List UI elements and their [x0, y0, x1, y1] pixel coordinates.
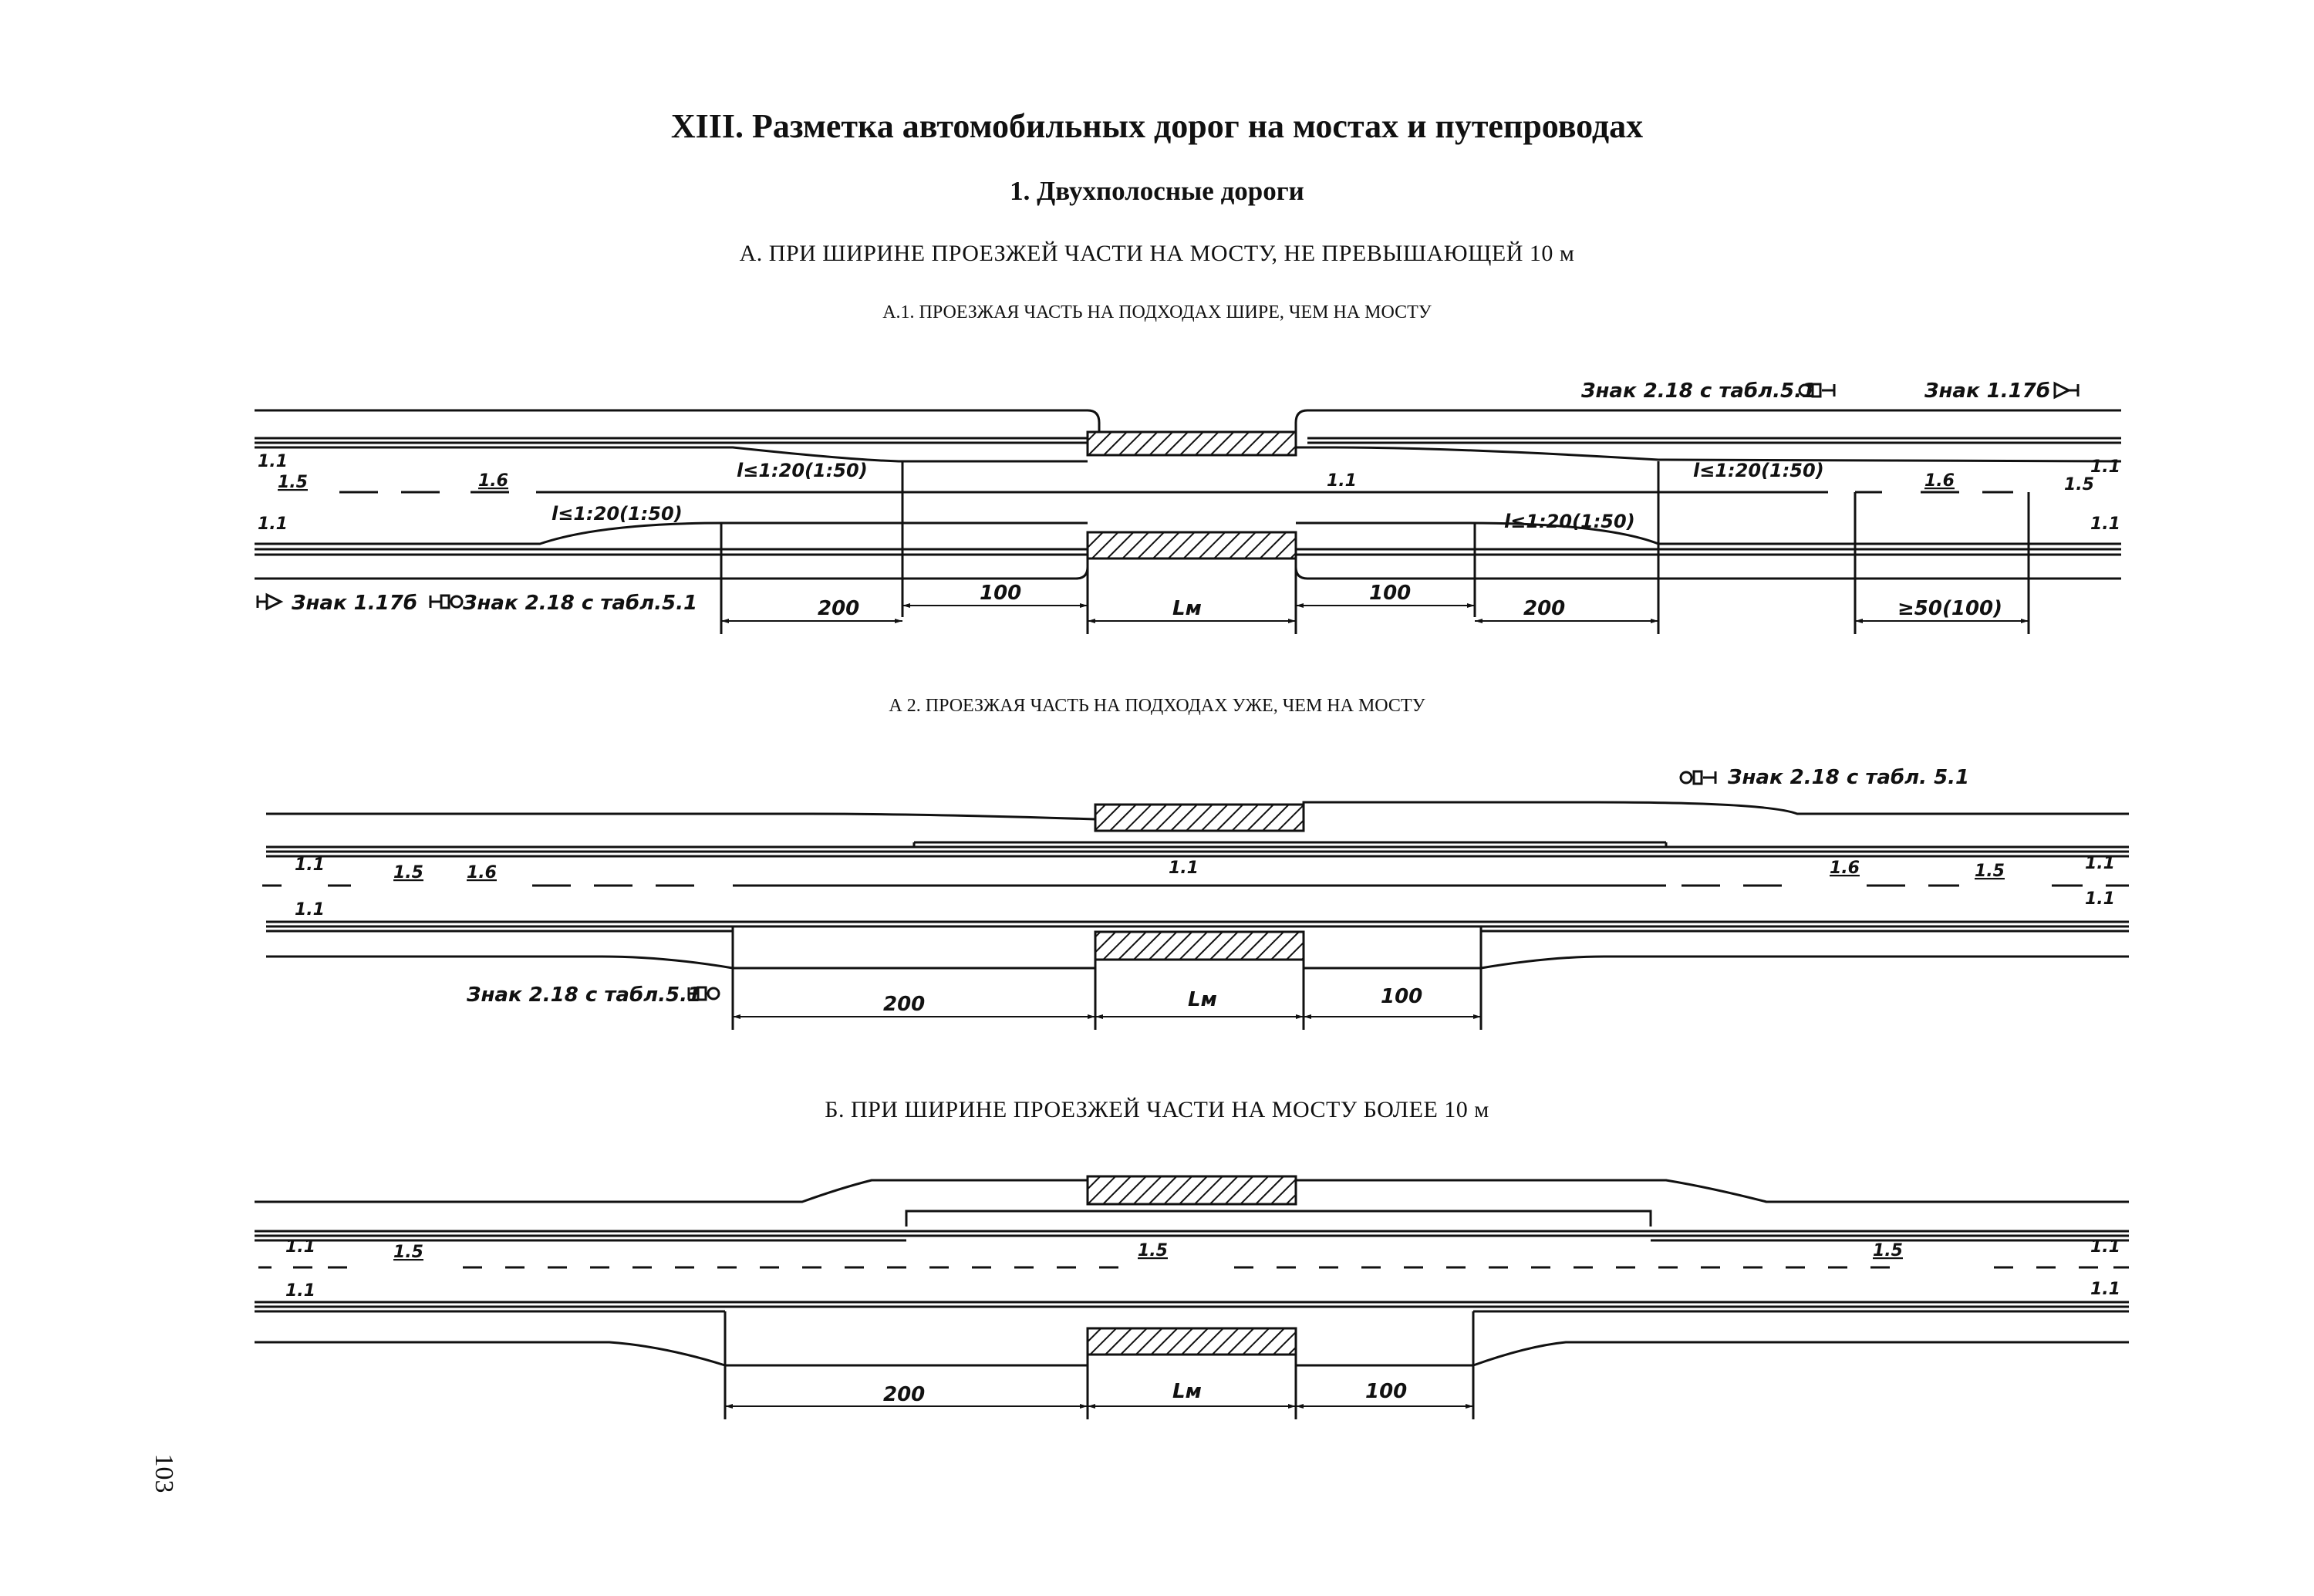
marking-label: 1.5 [278, 473, 308, 492]
marking-label: 1.1 [2085, 889, 2115, 909]
dim-100: 100 [1381, 985, 1423, 1008]
sign-2-18-icon [1681, 771, 1715, 784]
section-a-heading: А. ПРИ ШИРИНЕ ПРОЕЗЖЕЙ ЧАСТИ НА МОСТУ, НЕ ПРЕВЫШАЮЩЕЙ 10 м [739, 241, 1575, 266]
marking-label: 1.1 [295, 855, 325, 875]
marking-label: 1.6 [1924, 471, 1955, 491]
taper-label: l≤1:20(1:50) [552, 503, 683, 525]
section-a1-heading: А.1. ПРОЕЗЖАЯ ЧАСТЬ НА ПОДХОДАХ ШИРЕ, ЧЕМ НА МОСТУ [882, 302, 1432, 322]
marking-label: 1.5 [393, 1243, 423, 1262]
dim-200: 200 [883, 993, 926, 1016]
dim-100: 100 [980, 582, 1022, 605]
bridge-deck-bottom-b [1088, 1328, 1296, 1355]
marking-label: 1.5 [393, 863, 423, 882]
dim-200: 200 [883, 1383, 926, 1406]
marking-label: 1.1 [285, 1281, 315, 1301]
marking-label: 1.5 [1138, 1241, 1168, 1260]
marking-label: 1.6 [1830, 859, 1860, 878]
page-subtitle: 1. Двухполосные дороги [1010, 176, 1304, 206]
sign-label-2-18: Знак 2.18 с табл. 5.1 [1728, 766, 1970, 789]
marking-label: 1.1 [2090, 457, 2120, 477]
bridge-deck-bottom-a2 [1095, 932, 1304, 960]
marking-label: 1.1 [2090, 1280, 2120, 1299]
sign-1-17b-icon [2055, 383, 2078, 397]
marking-label: 1.1 [2090, 1237, 2120, 1257]
marking-label: 1.1 [285, 1237, 315, 1257]
taper-label: l≤1:20(1:50) [737, 460, 868, 481]
section-b-heading: Б. ПРИ ШИРИНЕ ПРОЕЗЖЕЙ ЧАСТИ НА МОСТУ БОЛЕЕ 10 м [825, 1097, 1489, 1122]
marking-label: 1.1 [2085, 854, 2115, 873]
dim-100: 100 [1365, 1380, 1408, 1403]
page-number: 103 [150, 1453, 178, 1493]
marking-label: 1.1 [295, 900, 325, 919]
dim-100: 100 [1369, 582, 1412, 605]
page-title: XIII. Разметка автомобильных дорог на мостах и путепроводах [670, 107, 1644, 145]
sign-label-2-18: Знак 2.18 с табл.5.1 [467, 984, 702, 1007]
sign-label-2-18: Знак 2.18 с табл.5.1 [463, 592, 698, 615]
marking-label: 1.1 [1169, 859, 1199, 878]
marking-label: 1.5 [1873, 1241, 1903, 1260]
sign-1-17b-icon [258, 595, 281, 609]
dim-200: 200 [1523, 597, 1566, 620]
dim-lm: Lм [1188, 988, 1217, 1011]
bridge-deck-bottom-a1 [1088, 532, 1296, 558]
bridge-deck-top-a1 [1088, 432, 1296, 455]
taper-label: l≤1:20(1:50) [1504, 511, 1635, 532]
marking-label: 1.1 [1327, 471, 1357, 491]
dim-min-50: ≥50(100) [1897, 597, 2003, 620]
sign-label-2-18: Знак 2.18 с табл.5.1 [1581, 380, 1816, 403]
marking-label: 1.1 [258, 515, 288, 534]
marking-label: 1.5 [1975, 862, 2005, 881]
bridge-deck-top-b [1088, 1176, 1296, 1204]
taper-label: l≤1:20(1:50) [1693, 460, 1824, 481]
marking-label: 1.1 [2090, 515, 2120, 534]
sign-label-1-17b: Знак 1.17б [1924, 380, 2050, 403]
marking-label: 1.1 [258, 452, 288, 471]
section-a2-heading: А 2. ПРОЕЗЖАЯ ЧАСТЬ НА ПОДХОДАХ УЖЕ, ЧЕМ НА МОСТУ [889, 696, 1425, 716]
dim-200: 200 [818, 597, 860, 620]
marking-label: 1.5 [2064, 475, 2094, 494]
dim-lm: Lм [1172, 1380, 1202, 1403]
marking-label: 1.6 [478, 471, 508, 491]
sign-2-18-icon [430, 596, 462, 608]
marking-label: 1.6 [467, 863, 497, 882]
sign-label-1-17b: Знак 1.17б [292, 592, 417, 615]
bridge-deck-top-a2 [1095, 805, 1304, 831]
dim-lm: Lм [1172, 597, 1202, 620]
